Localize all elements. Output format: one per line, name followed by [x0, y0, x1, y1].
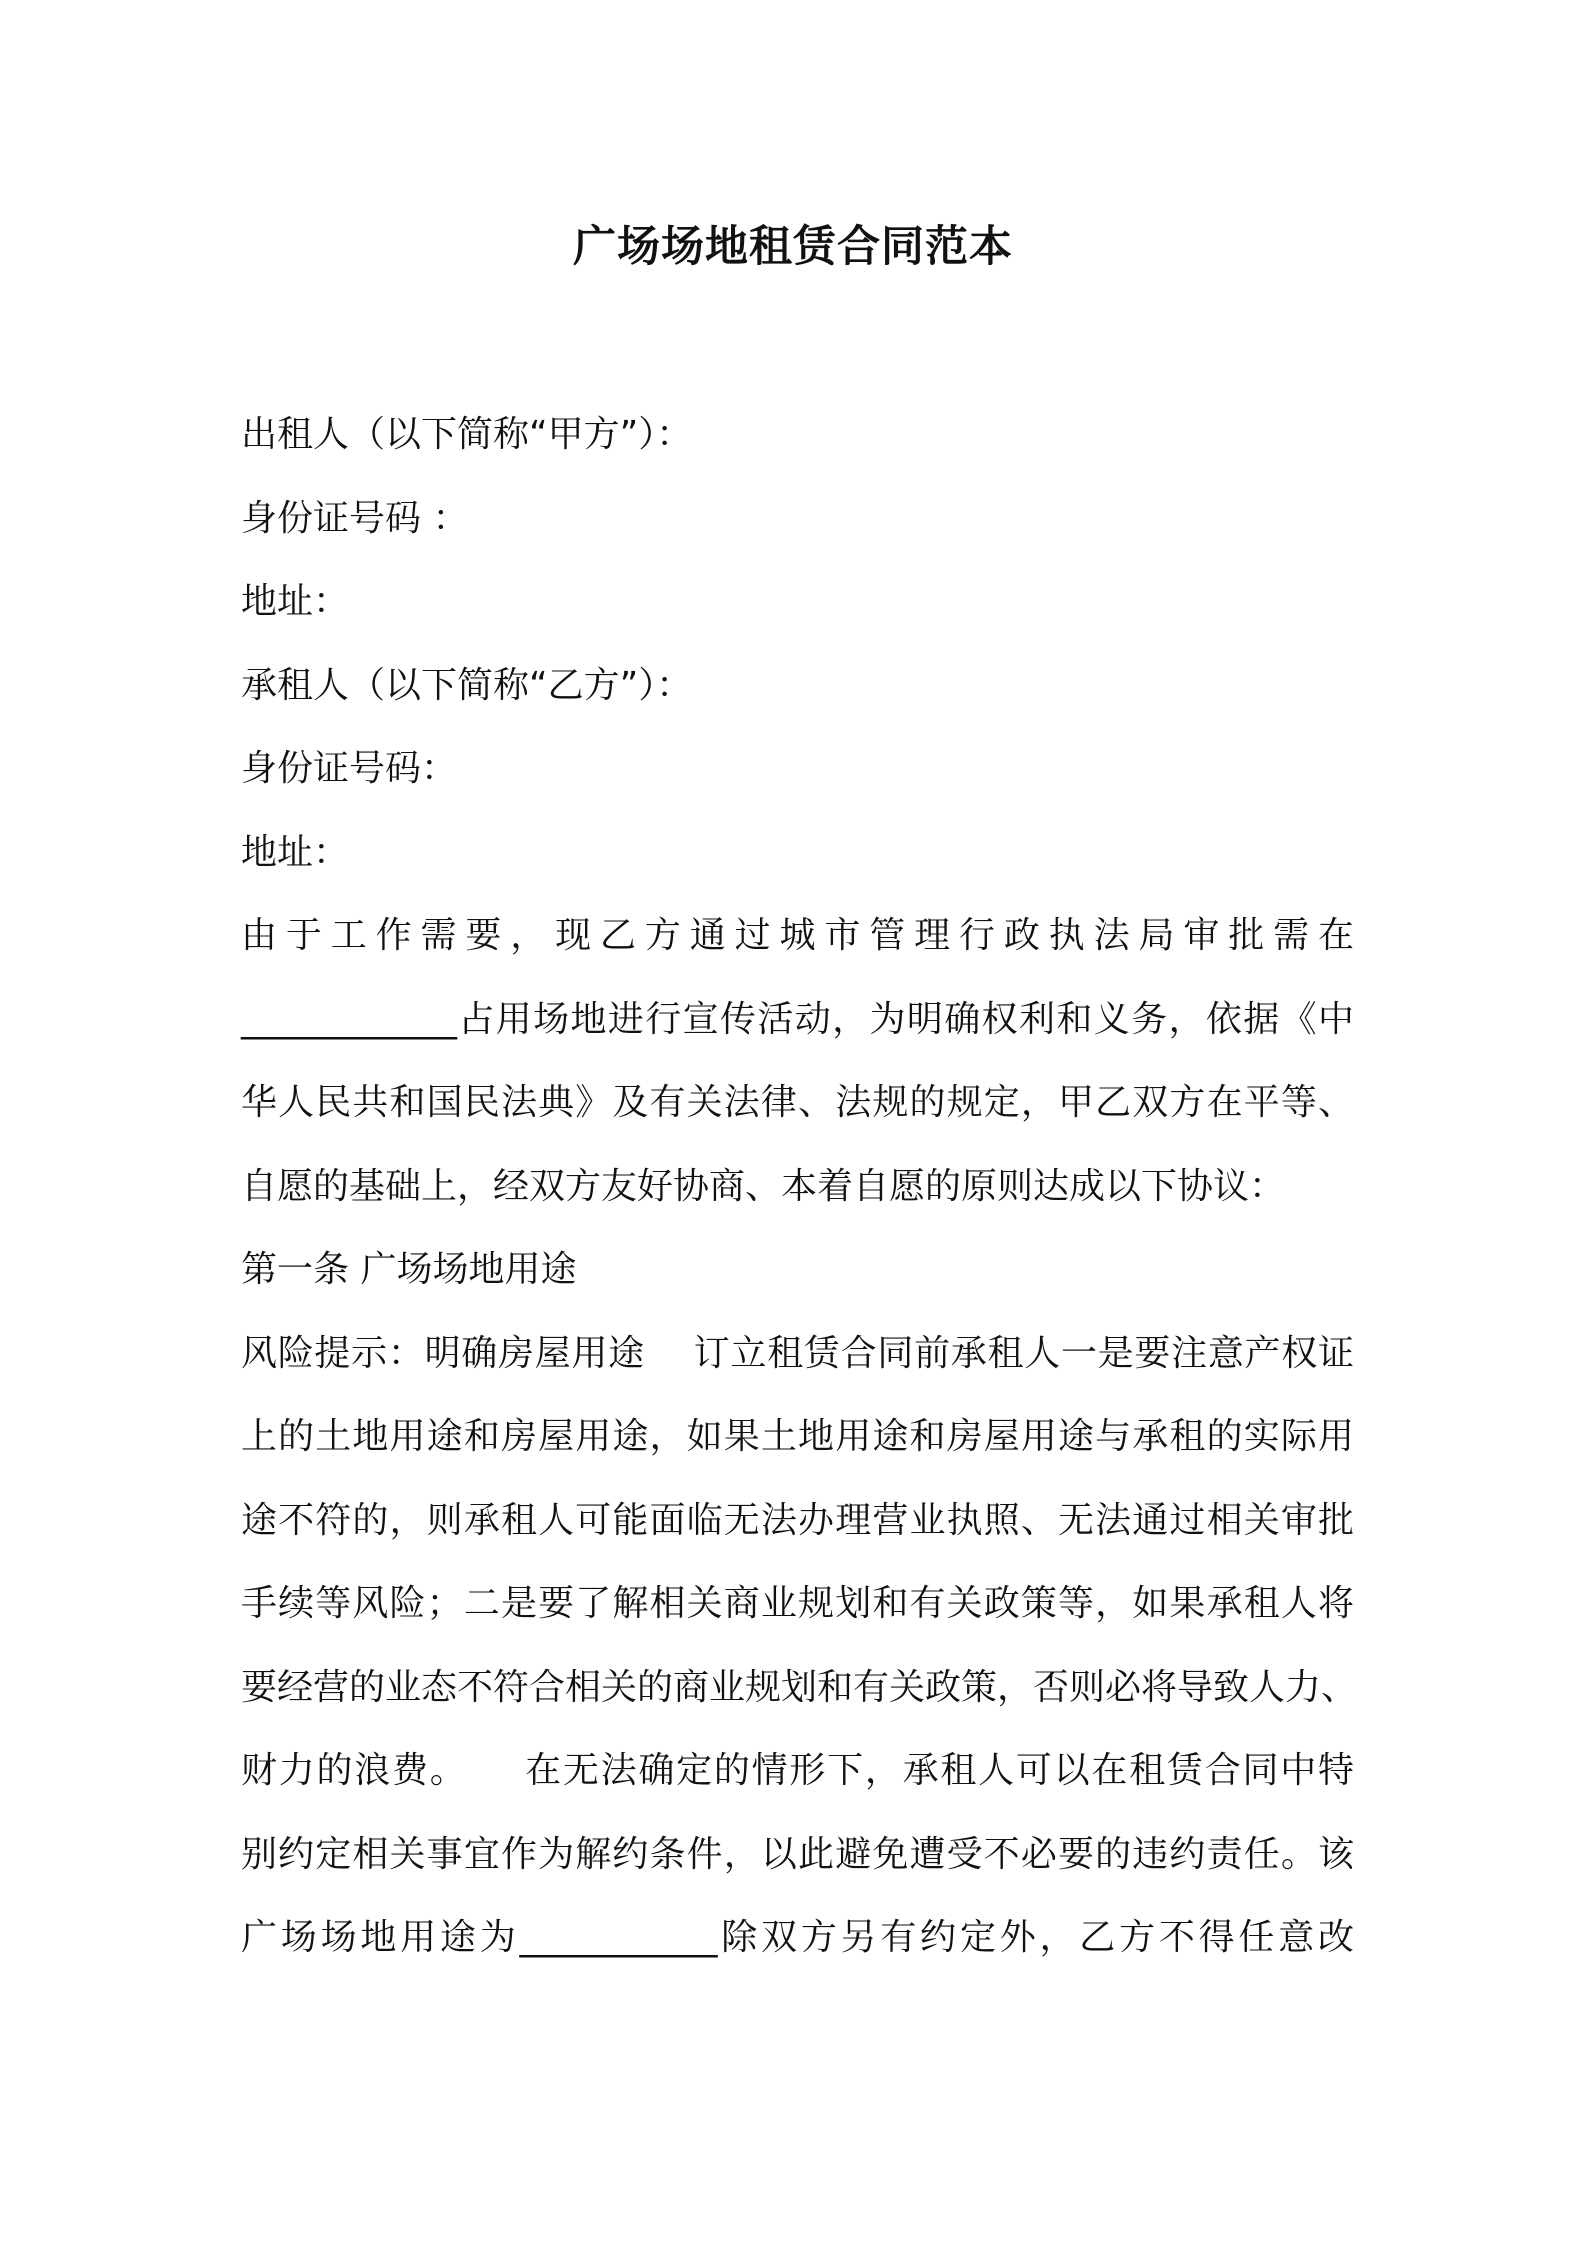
- lessor-label: 出租人（以下简称“甲方”）：: [241, 414, 693, 455]
- article-1-line: 上的土地用途和房屋用途，如果土地用途和房屋用途与承租的实际用: [241, 1416, 1354, 1457]
- article-1-line: 风险提示：明确房屋用途 订立租赁合同前承租人一是要注意产权证: [241, 1332, 1354, 1374]
- article-1-line: 财力的浪费。 在无法确定的情形下，承租人可以在租赁合同中特: [241, 1750, 1354, 1791]
- preamble-line: 华人民共和国民法典》及有关法律、法规的规定，甲乙双方在平等、: [241, 1082, 1354, 1123]
- article-1-line: 别约定相关事宜作为解约条件，以此避免遭受不必要的违约责任。该: [241, 1833, 1354, 1875]
- lessor-id-label: 身份证号码 ：: [241, 497, 469, 539]
- document-title: 广场场地租赁合同范本: [573, 222, 1013, 272]
- lessee-label: 承租人（以下简称“乙方”）：: [241, 664, 693, 706]
- preamble-line: ____________占用场地进行宣传活动，为明确权利和义务，依据《中: [241, 998, 1354, 1040]
- lessee-id-label: 身份证号码：: [241, 748, 458, 789]
- article-1-line: 途不符的，则承租人可能面临无法办理营业执照、无法通过相关审批: [241, 1499, 1354, 1541]
- article-1-line: 要经营的业态不符合相关的商业规划和有关政策，否则必将导致人力、: [241, 1666, 1358, 1708]
- article-1-heading: 第一条 广场场地用途: [241, 1249, 577, 1290]
- document-body: [241, 393, 1358, 1980]
- lessee-address-label: 地址：: [241, 831, 350, 873]
- preamble-line: 自愿的基础上，经双方友好协商、本着自愿的原则达成以下协议：: [241, 1165, 1286, 1207]
- article-1-line: 手续等风险；二是要了解相关商业规划和有关政策等，如果承租人将: [241, 1583, 1354, 1624]
- preamble-line: 由于工作需要，现乙方通过城市管理行政执法局审批需在: [241, 915, 1354, 956]
- lessor-address-label: 地址：: [241, 581, 350, 622]
- article-1-line: 广场场地用途为___________除双方另有约定外，乙方不得任意改: [241, 1917, 1354, 1958]
